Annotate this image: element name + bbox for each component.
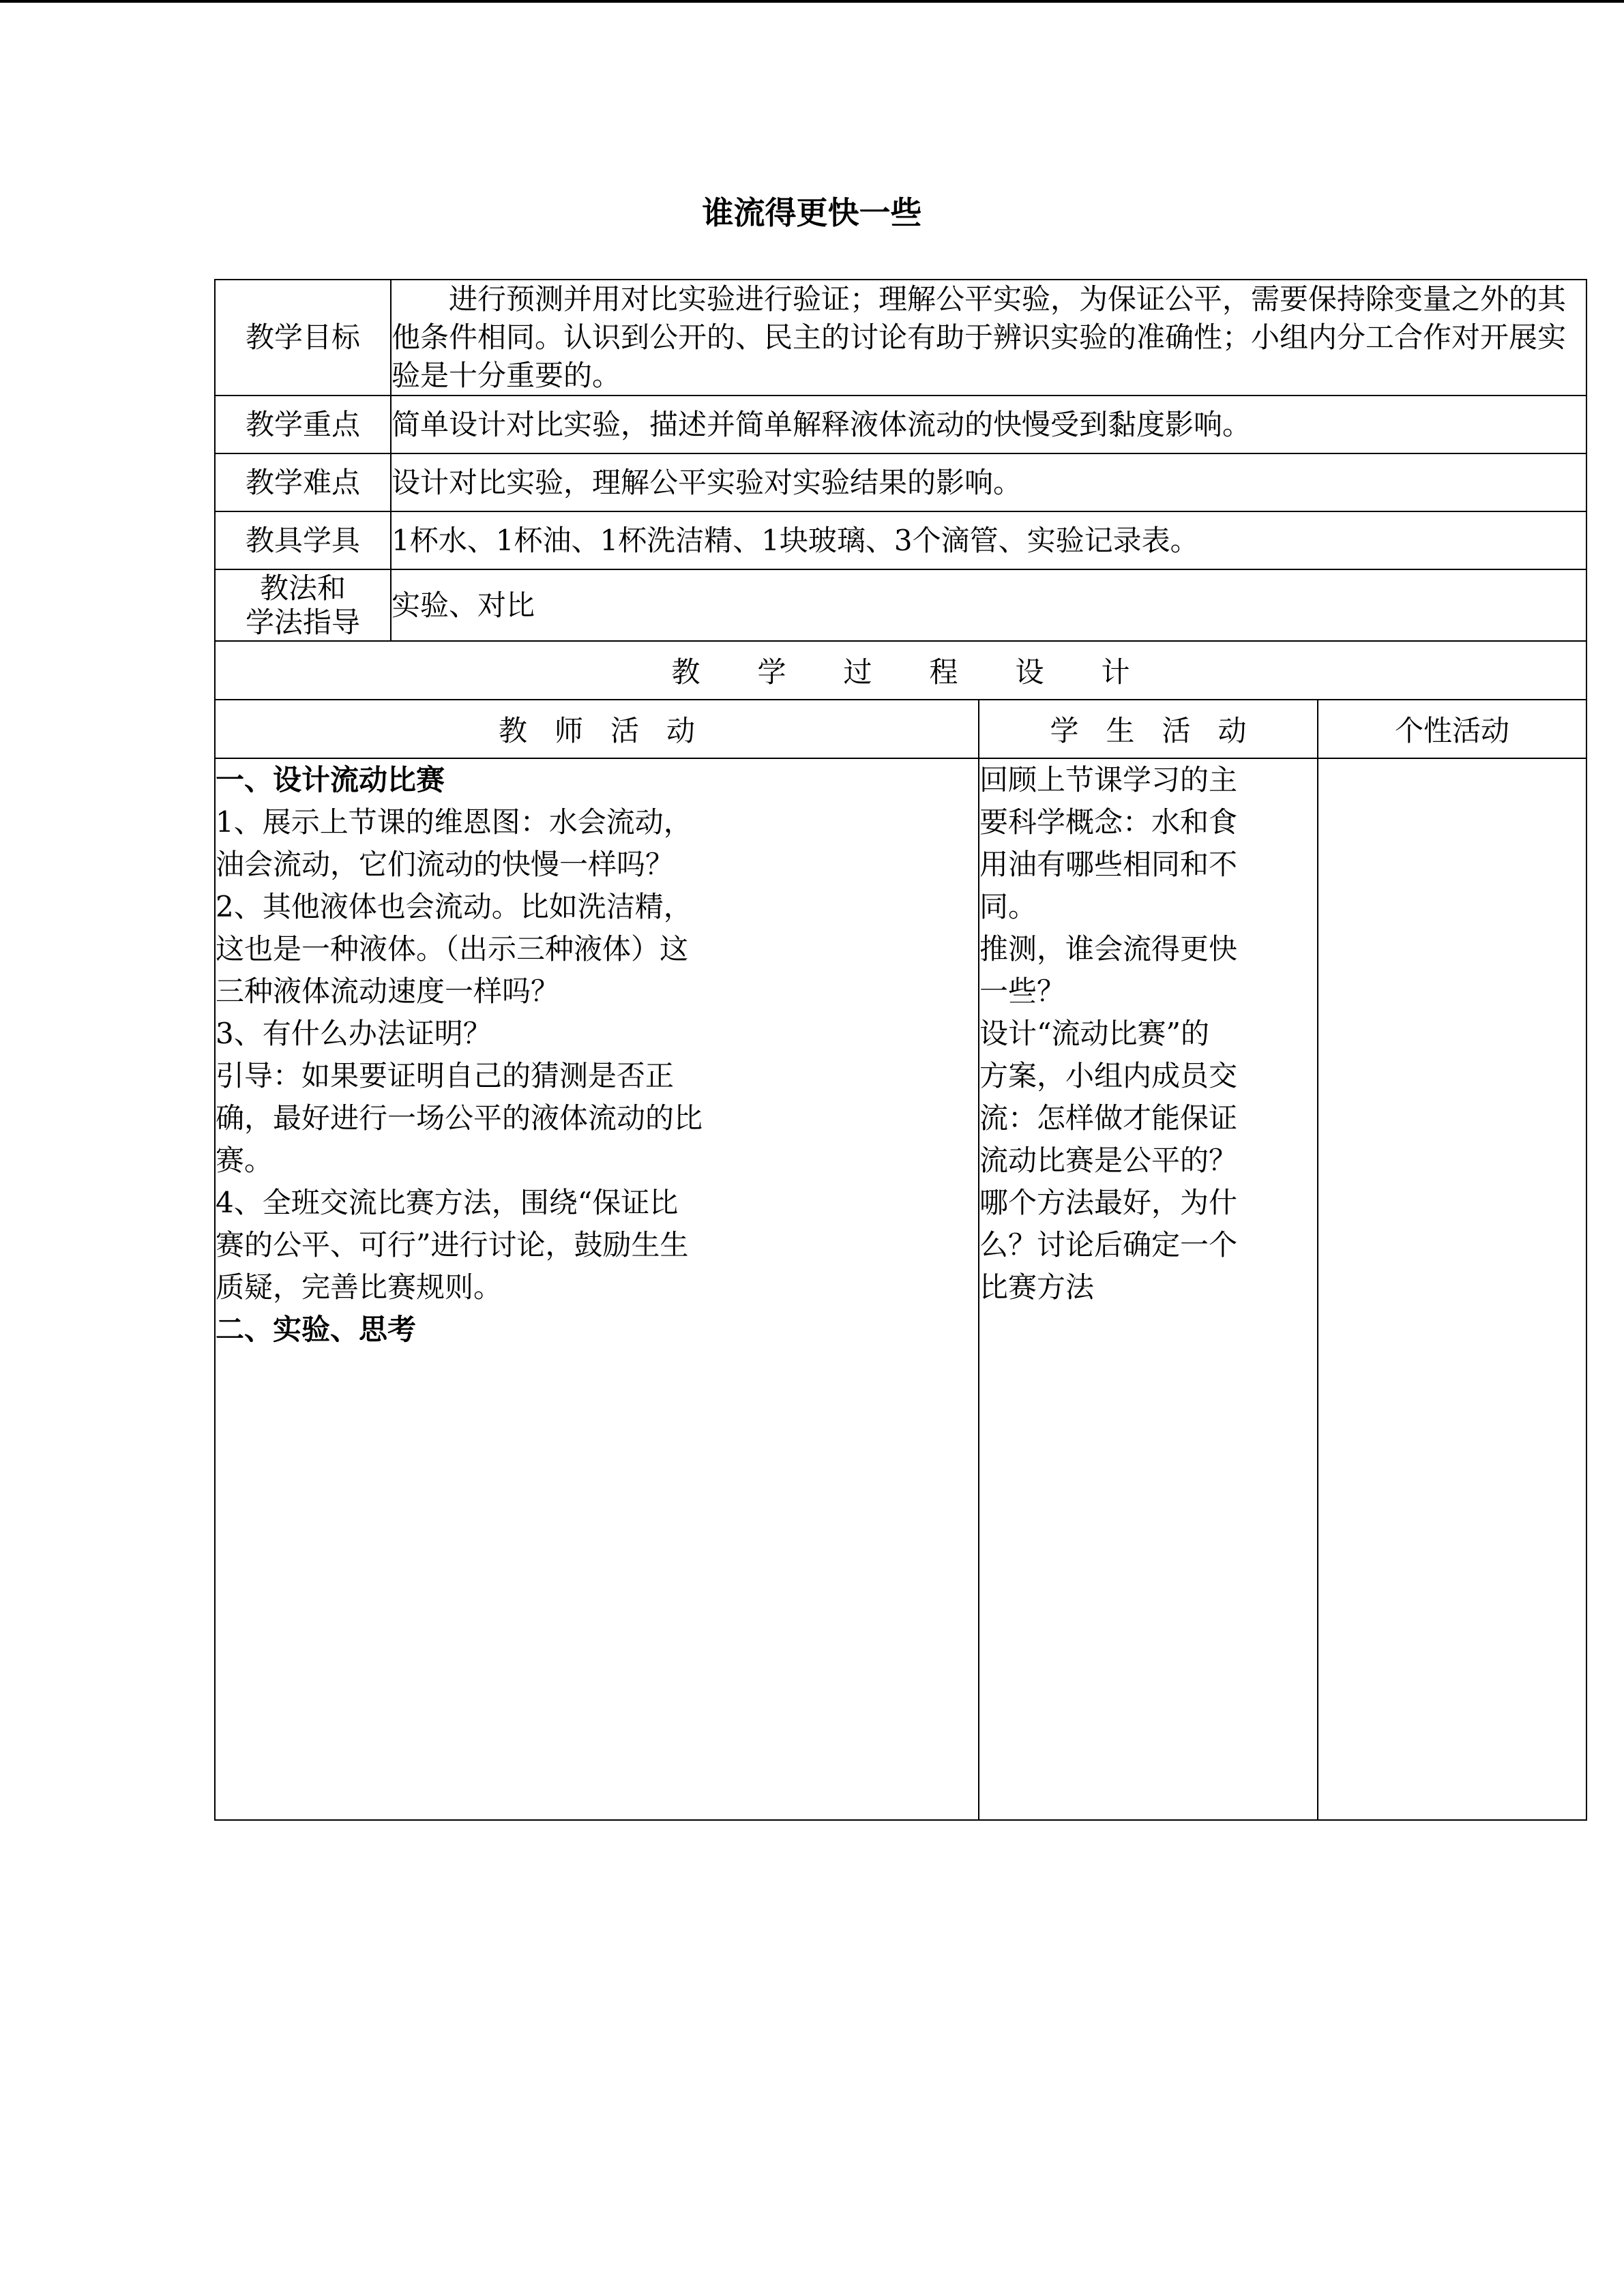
student-line: 方案，小组内成员交 [979, 1059, 1238, 1092]
teacher-line: 赛的公平、可行”进行讨论，鼓励生生 [216, 1228, 689, 1262]
row-teaching-goal [215, 280, 1586, 396]
page-title: 谁流得更快一些 [702, 194, 922, 231]
header-personal-activity: 个性活动 [1318, 700, 1586, 758]
label-method-line1: 教法和 [259, 571, 346, 605]
teacher-section-1-heading: 一、设计流动比赛 [216, 763, 445, 796]
header-char: 教 [498, 714, 527, 747]
teacher-activity-cell [215, 758, 979, 1820]
process-heading-char: 计 [1101, 655, 1130, 689]
student-line: 回顾上节课学习的主 [979, 763, 1238, 796]
label-teaching-goal: 教学目标 [215, 280, 391, 396]
teacher-line: 3、有什么办法证明？ [216, 1017, 492, 1050]
student-line: 比赛方法 [979, 1270, 1095, 1304]
student-line: 同。 [979, 890, 1037, 923]
header-char: 动 [666, 714, 696, 747]
label-method-line2: 学法指导 [245, 605, 360, 639]
lesson-plan-table [214, 279, 1587, 1821]
process-heading-char: 程 [929, 655, 958, 689]
label-method [215, 569, 391, 641]
teacher-line: 引导：如果要证明自己的猜测是否正 [216, 1059, 675, 1092]
header-char: 生 [1106, 714, 1135, 747]
header-teacher-activity [215, 700, 979, 758]
row-process-heading [215, 641, 1586, 700]
value-key-point: 简单设计对比实验，描述并简单解释液体流动的快慢受到黏度影响。 [391, 396, 1586, 453]
label-difficulty: 教学难点 [215, 453, 391, 511]
value-difficulty: 设计对比实验，理解公平实验对实验结果的影响。 [391, 453, 1586, 511]
row-materials [215, 511, 1586, 569]
label-key-point: 教学重点 [215, 396, 391, 453]
process-heading-char: 设 [1015, 655, 1044, 689]
student-line: 哪个方法最好，为什 [979, 1186, 1238, 1219]
label-materials: 教具学具 [215, 511, 391, 569]
process-heading-char: 学 [757, 655, 786, 689]
header-char: 活 [1162, 714, 1191, 747]
header-student-activity [979, 700, 1318, 758]
teacher-line: 三种液体流动速度一样吗？ [216, 974, 560, 1008]
teacher-line: 油会流动，它们流动的快慢一样吗？ [216, 848, 675, 881]
value-materials: 1杯水、1杯油、1杯洗洁精、1块玻璃、3个滴管、实验记录表。 [391, 511, 1586, 569]
student-line: 么？讨论后确定一个 [979, 1228, 1238, 1262]
process-heading-char: 过 [843, 655, 872, 689]
student-line: 设计“流动比赛”的 [979, 1017, 1209, 1050]
teacher-line: 质疑，完善比赛规则。 [216, 1270, 503, 1304]
student-line: 用油有哪些相同和不 [979, 848, 1238, 881]
row-activities [215, 758, 1586, 1820]
row-column-headers [215, 700, 1586, 758]
value-method: 实验、对比 [391, 569, 1586, 641]
header-char: 动 [1217, 714, 1247, 747]
page-top-border [0, 0, 1624, 3]
row-difficulty [215, 453, 1586, 511]
teacher-section-2-heading: 二、实验、思考 [216, 1313, 417, 1346]
student-line: 推测，谁会流得更快 [979, 932, 1238, 966]
header-char: 学 [1050, 714, 1079, 747]
student-line: 要科学概念：水和食 [979, 805, 1238, 839]
value-teaching-goal: 进行预测并用对比实验进行验证；理解公平实验，为保证公平，需要保持除变量之外的其他条件相同。认识到公开的、民主的讨论有助于辨识实验的准确性；小组内分工合作对开展实验是十分重要的。 [391, 280, 1586, 396]
personal-activity-cell [1318, 758, 1586, 1820]
student-line: 流：怎样做才能保证 [979, 1101, 1238, 1135]
teacher-line: 这也是一种液体。（出示三种液体）这 [216, 932, 689, 966]
teacher-line: 1、展示上节课的维恩图：水会流动， [216, 805, 692, 839]
teacher-line: 赛。 [216, 1144, 274, 1177]
header-char: 师 [554, 714, 583, 747]
teacher-line: 4、全班交流比赛方法，围绕“保证比 [216, 1186, 679, 1219]
process-heading [215, 641, 1586, 700]
teacher-line: 确，最好进行一场公平的液体流动的比 [216, 1101, 703, 1135]
student-line: 一些？ [979, 974, 1066, 1008]
student-line: 流动比赛是公平的？ [979, 1144, 1238, 1177]
row-method [215, 569, 1586, 641]
header-char: 活 [610, 714, 640, 747]
row-key-point [215, 396, 1586, 453]
process-heading-char: 教 [671, 655, 700, 689]
student-activity-cell [979, 758, 1318, 1820]
teacher-line: 2、其他液体也会流动。比如洗洁精， [216, 890, 692, 923]
